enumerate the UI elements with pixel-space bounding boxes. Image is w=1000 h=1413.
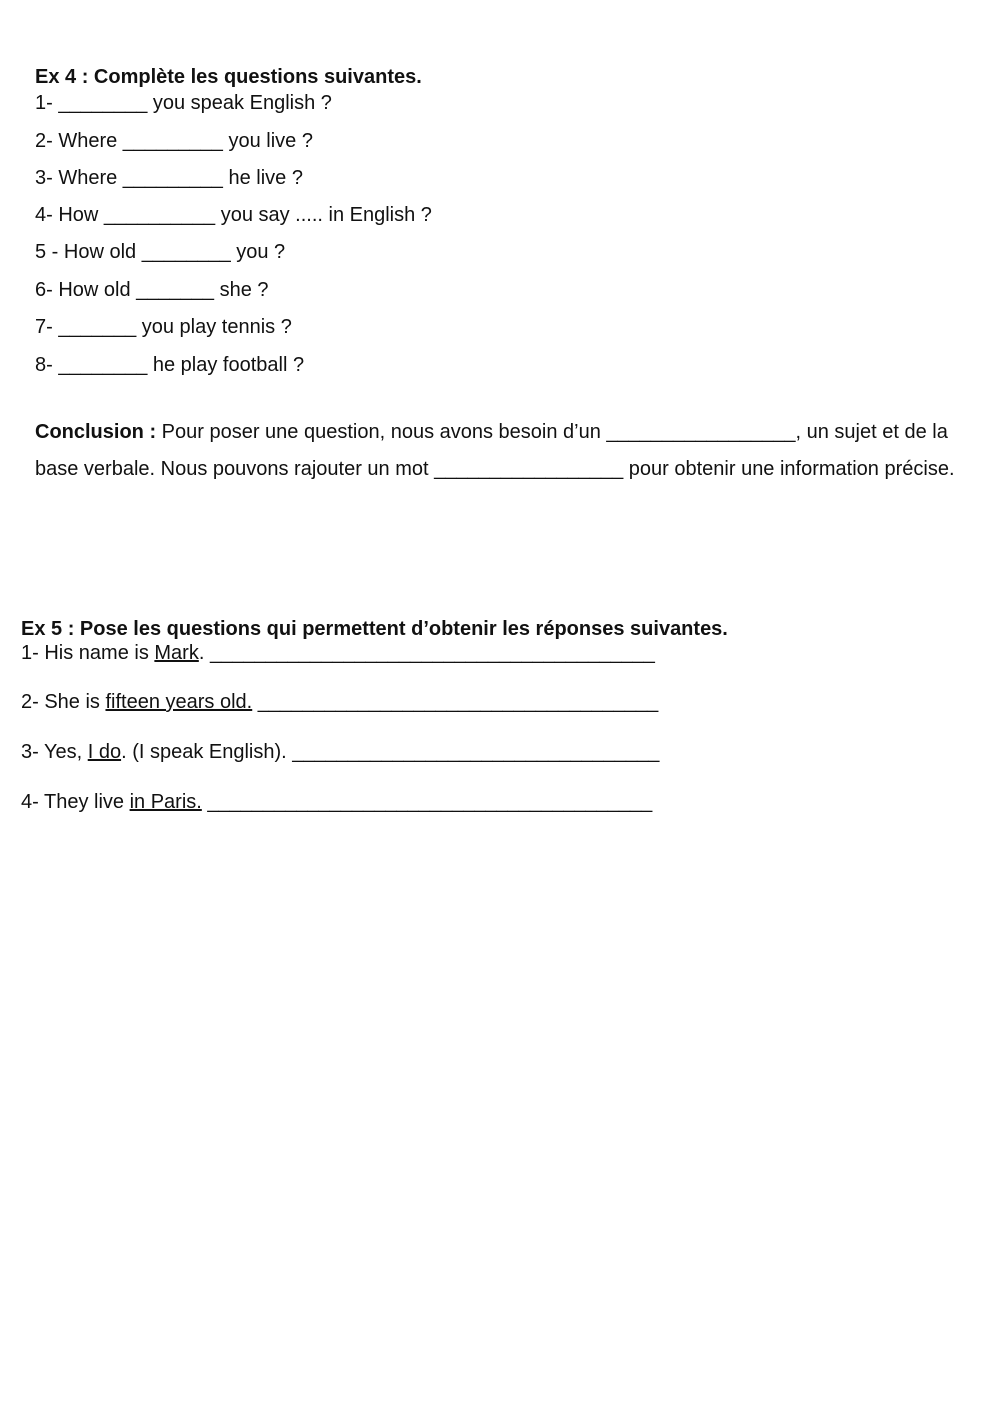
ex5-item-3-prefix: 3- Yes, <box>21 741 88 763</box>
ex4-question-1: 1- ________ you speak English ? <box>35 92 332 114</box>
ex4-question-4: 4- How __________ you say ..... in English ? <box>35 204 432 226</box>
ex4-question-5: 5 - How old ________ you ? <box>35 241 286 263</box>
ex4-question-8: 8- ________ he play football ? <box>35 354 305 376</box>
ex4-question-2: 2- Where _________ you live ? <box>35 130 313 152</box>
ex4-question-3: 3- Where _________ he live ? <box>35 167 303 189</box>
ex5-item-3-answer: I do <box>87 741 122 763</box>
ex5-item-1-blank: . ________________________________________ <box>198 642 655 664</box>
ex5-item-3-blank: . (I speak English). _________________________________ <box>121 741 660 763</box>
ex5-item-4 <box>21 791 652 814</box>
conclusion-text: Pour poser une question, nous avons besoin d’un _________________, un sujet et de la base verbale. Nous pouvons rajouter un mot _________________ pour obtenir une information précise. <box>35 421 955 480</box>
ex4-question-6: 6- How old _______ she ? <box>35 279 269 301</box>
ex4-conclusion <box>35 414 985 488</box>
ex4-question-7: 7- _______ you play tennis ? <box>35 316 292 338</box>
ex5-item-4-answer: in Paris. <box>129 791 202 813</box>
ex5-item-2-answer: fifteen years old. <box>105 691 253 713</box>
ex5-item-3 <box>21 741 659 764</box>
ex5-item-1 <box>21 642 655 665</box>
ex5-item-4-prefix: 4- They live <box>21 791 130 813</box>
ex4-heading: Ex 4 : Complète les questions suivantes. <box>35 66 422 88</box>
ex5-item-2 <box>21 691 658 714</box>
ex5-item-1-prefix: 1- His name is <box>21 642 155 664</box>
ex5-item-4-blank: ________________________________________ <box>201 791 653 813</box>
ex5-item-1-answer: Mark <box>154 642 199 664</box>
ex5-item-2-blank: ____________________________________ <box>252 691 659 713</box>
ex5-item-2-prefix: 2- She is <box>21 691 106 713</box>
conclusion-label: Conclusion : <box>35 421 157 443</box>
ex5-heading: Ex 5 : Pose les questions qui permettent d’obtenir les réponses suivantes. <box>21 618 728 640</box>
